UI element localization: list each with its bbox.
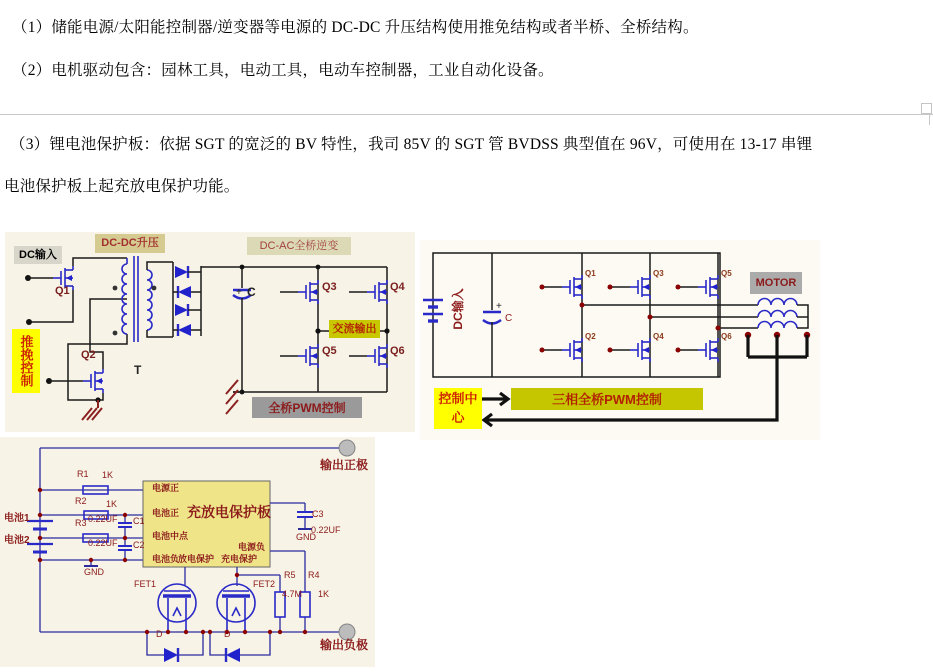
paragraph-1: （1）储能电源/太阳能控制器/逆变器等电源的 DC-DC 升压结构使用推免结构或者半桥、全桥结构。 — [12, 19, 699, 36]
cap-plus-sign: + — [236, 287, 242, 298]
bus-cap-label: C — [505, 313, 513, 324]
q3-label: Q3 — [322, 281, 337, 293]
r1-label: R1 — [77, 469, 89, 479]
battery2-label: 电池2 — [4, 535, 30, 546]
battery1-label: 电池1 — [4, 513, 30, 524]
q4-label: Q4 — [390, 281, 405, 293]
pin-battery-negative: 电池负 — [152, 554, 180, 564]
c2-label: C2 — [133, 540, 145, 550]
q2-label: Q2 — [81, 349, 96, 361]
r3-label: R3 — [75, 518, 87, 528]
protection-board-title: 充放电保护板 — [187, 504, 271, 520]
q5-label: Q5 — [322, 345, 337, 357]
fet1-label: FET1 — [134, 579, 157, 589]
ac-output-label: 交流输出 — [329, 320, 380, 338]
c1-value: 0.22UF — [88, 514, 118, 524]
q3-label-2: Q3 — [653, 269, 664, 278]
control-center-label: 控制中心 — [434, 388, 482, 429]
r5-label: R5 — [284, 570, 296, 580]
paragraph-2: （2）电机驱动包含：园林工具，电动工具，电动车控制器，工业自动化设备。 — [12, 62, 554, 79]
paragraph-3-line-2: 电池保护板上起充放电保护功能。 — [4, 178, 240, 195]
q6-label-2: Q6 — [721, 332, 732, 341]
output-positive-label: 输出正极 — [320, 458, 369, 472]
fet2-label: FET2 — [253, 579, 276, 589]
r4-value: 1K — [318, 589, 330, 599]
divider-handle — [921, 103, 932, 114]
c3-value: 0.22UF — [311, 525, 341, 535]
c2-value: 0.22UF — [88, 538, 118, 548]
pin-discharge-protect: 放电保护 — [178, 554, 215, 564]
r2-value: 1K — [106, 499, 118, 509]
c3-label: C3 — [312, 509, 324, 519]
q5-label-2: Q5 — [721, 269, 732, 278]
pin-battery-midpoint: 电池中点 — [152, 531, 189, 541]
r4-label: R4 — [308, 570, 320, 580]
r5-value: 4.7M — [282, 589, 303, 599]
gnd-label-1: GND — [84, 567, 104, 577]
q1-label: Q1 — [55, 285, 70, 297]
cap-label: C — [247, 285, 256, 299]
r2-label: R2 — [75, 496, 87, 506]
dc-input-label: DC输入 — [14, 246, 62, 264]
q4-label-2: Q4 — [653, 332, 664, 341]
diode1-label: D — [156, 629, 163, 639]
q1-label-2: Q1 — [585, 269, 596, 278]
q2-label-2: Q2 — [585, 332, 596, 341]
diode2-label: D — [224, 629, 231, 639]
motor-label: MOTOR — [750, 272, 802, 294]
pin-power-positive: 电源正 — [152, 483, 180, 493]
battery-protection-board-diagram — [0, 437, 375, 667]
dcac-inverter-label: DC-AC全桥逆变 — [247, 237, 351, 255]
section-divider-line — [0, 114, 933, 115]
pin-charge-protect: 充电保护 — [221, 554, 258, 564]
transformer-label: T — [134, 363, 142, 377]
q6-label: Q6 — [390, 345, 405, 357]
dcdc-boost-label: DC-DC升压 — [95, 234, 165, 253]
full-bridge-pwm-label: 全桥PWM控制 — [252, 397, 362, 418]
gnd-label-2: GND — [296, 532, 316, 542]
output-negative-label: 输出负极 — [320, 638, 369, 652]
bus-cap-plus-sign: + — [496, 301, 502, 312]
push-pull-control-label: 推挽控制 — [12, 329, 40, 393]
three-phase-pwm-label: 三相全桥PWM控制 — [511, 388, 703, 410]
dc-input-vertical-label: DC输入 — [451, 288, 465, 330]
c1-label: C1 — [133, 516, 145, 526]
pin-battery-positive: 电池正 — [152, 508, 180, 518]
paragraph-3: （3）锂电池保护板：依据 SGT 的宽泛的 BV 特性，我司 85V 的 SGT 管 BVDSS 典型值在 96V，可使用在 13-17 串锂 — [10, 136, 813, 153]
pin-power-negative: 电源负 — [238, 542, 266, 552]
r1-value: 1K — [102, 470, 114, 480]
